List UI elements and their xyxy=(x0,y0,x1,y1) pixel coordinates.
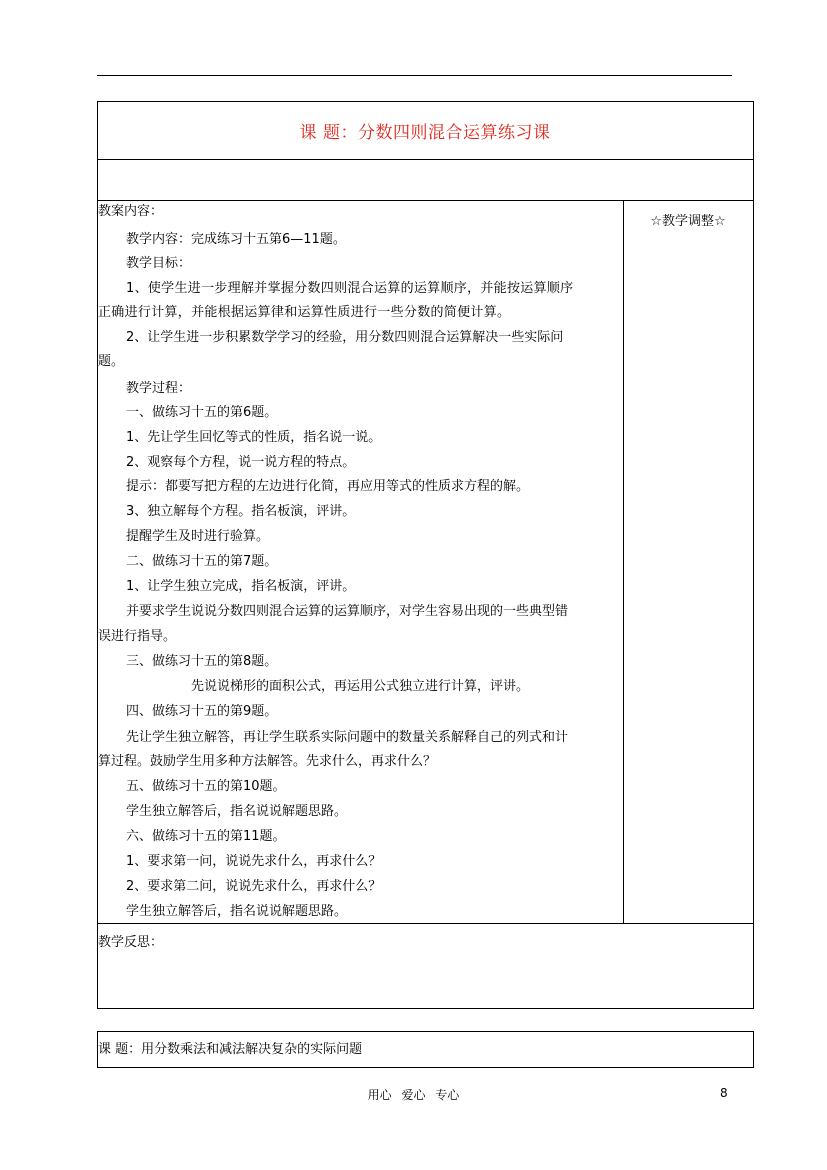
content-line: 提醒学生及时进行验算。 xyxy=(126,529,270,544)
content-line: 并要求学生说说分数四则混合运算的运算顺序，对学生容易出现的一些典型错 xyxy=(126,604,569,619)
content-line: 教学内容：完成练习十五第6—11题。 xyxy=(126,232,346,247)
content-line: 3、独立解每个方程。指名板演，评讲。 xyxy=(126,504,356,519)
content-line: 六、做练习十五的第11题。 xyxy=(126,829,286,844)
reflection-label: 教学反思： xyxy=(98,935,164,950)
content-line: 1、使学生进一步理解并掌握分数四则混合运算的运算顺序，并能按运算顺序 xyxy=(126,281,574,296)
content-line: 学生独立解答后，指名说说解题思路。 xyxy=(126,904,348,919)
content-line: 2、观察每个方程，说一说方程的特点。 xyxy=(126,455,356,470)
content-line: 题。 xyxy=(98,354,125,369)
teaching-adjustment-header: ☆教学调整☆ xyxy=(650,214,726,229)
content-line: 1、先让学生回忆等式的性质，指名说一说。 xyxy=(126,430,382,445)
content-line: 教案内容： xyxy=(98,204,164,219)
content-line: 2、要求第二问，说说先求什么，再求什么？ xyxy=(126,879,382,894)
content-line: 1、让学生独立完成，指名板演，评讲。 xyxy=(126,579,356,594)
content-line: 先说说梯形的面积公式，再运用公式独立进行计算，评讲。 xyxy=(191,679,530,694)
table-divider xyxy=(97,923,754,924)
next-lesson-title: 课 题：用分数乘法和减法解决复杂的实际问题 xyxy=(98,1042,363,1057)
page-number: 8 xyxy=(720,1086,728,1100)
lesson-title: 课 题：分数四则混合运算练习课 xyxy=(299,122,551,143)
content-line: 三、做练习十五的第8题。 xyxy=(126,654,278,669)
footer-motto: 用心 爱心 专心 xyxy=(367,1088,460,1102)
content-line: 教学过程： xyxy=(126,381,192,396)
content-line: 学生独立解答后，指名说说解题思路。 xyxy=(126,804,348,819)
content-line: 五、做练习十五的第10题。 xyxy=(126,779,286,794)
header-rule xyxy=(97,75,732,76)
content-line: 1、要求第一问，说说先求什么，再求什么？ xyxy=(126,854,382,869)
table-divider xyxy=(97,159,754,160)
content-line: 二、做练习十五的第7题。 xyxy=(126,554,278,569)
content-line: 2、让学生进一步积累数学学习的经验，用分数四则混合运算解决一些实际问 xyxy=(126,330,564,345)
table-divider xyxy=(97,200,754,201)
content-line: 教学目标： xyxy=(126,256,192,271)
content-line: 误进行指导。 xyxy=(98,629,177,644)
content-line: 提示：都要写把方程的左边进行化简，再应用等式的性质求方程的解。 xyxy=(126,479,530,494)
content-line: 一、做练习十五的第6题。 xyxy=(126,405,278,420)
content-line: 四、做练习十五的第9题。 xyxy=(126,704,278,719)
column-divider xyxy=(623,200,624,923)
content-line: 正确进行计算，并能根据运算律和运算性质进行一些分数的简便计算。 xyxy=(98,305,511,320)
content-line: 先让学生独立解答，再让学生联系实际问题中的数量关系解释自己的列式和计 xyxy=(126,730,569,745)
content-line: 算过程。鼓励学生用多种方法解答。先求什么，再求什么？ xyxy=(98,754,437,769)
